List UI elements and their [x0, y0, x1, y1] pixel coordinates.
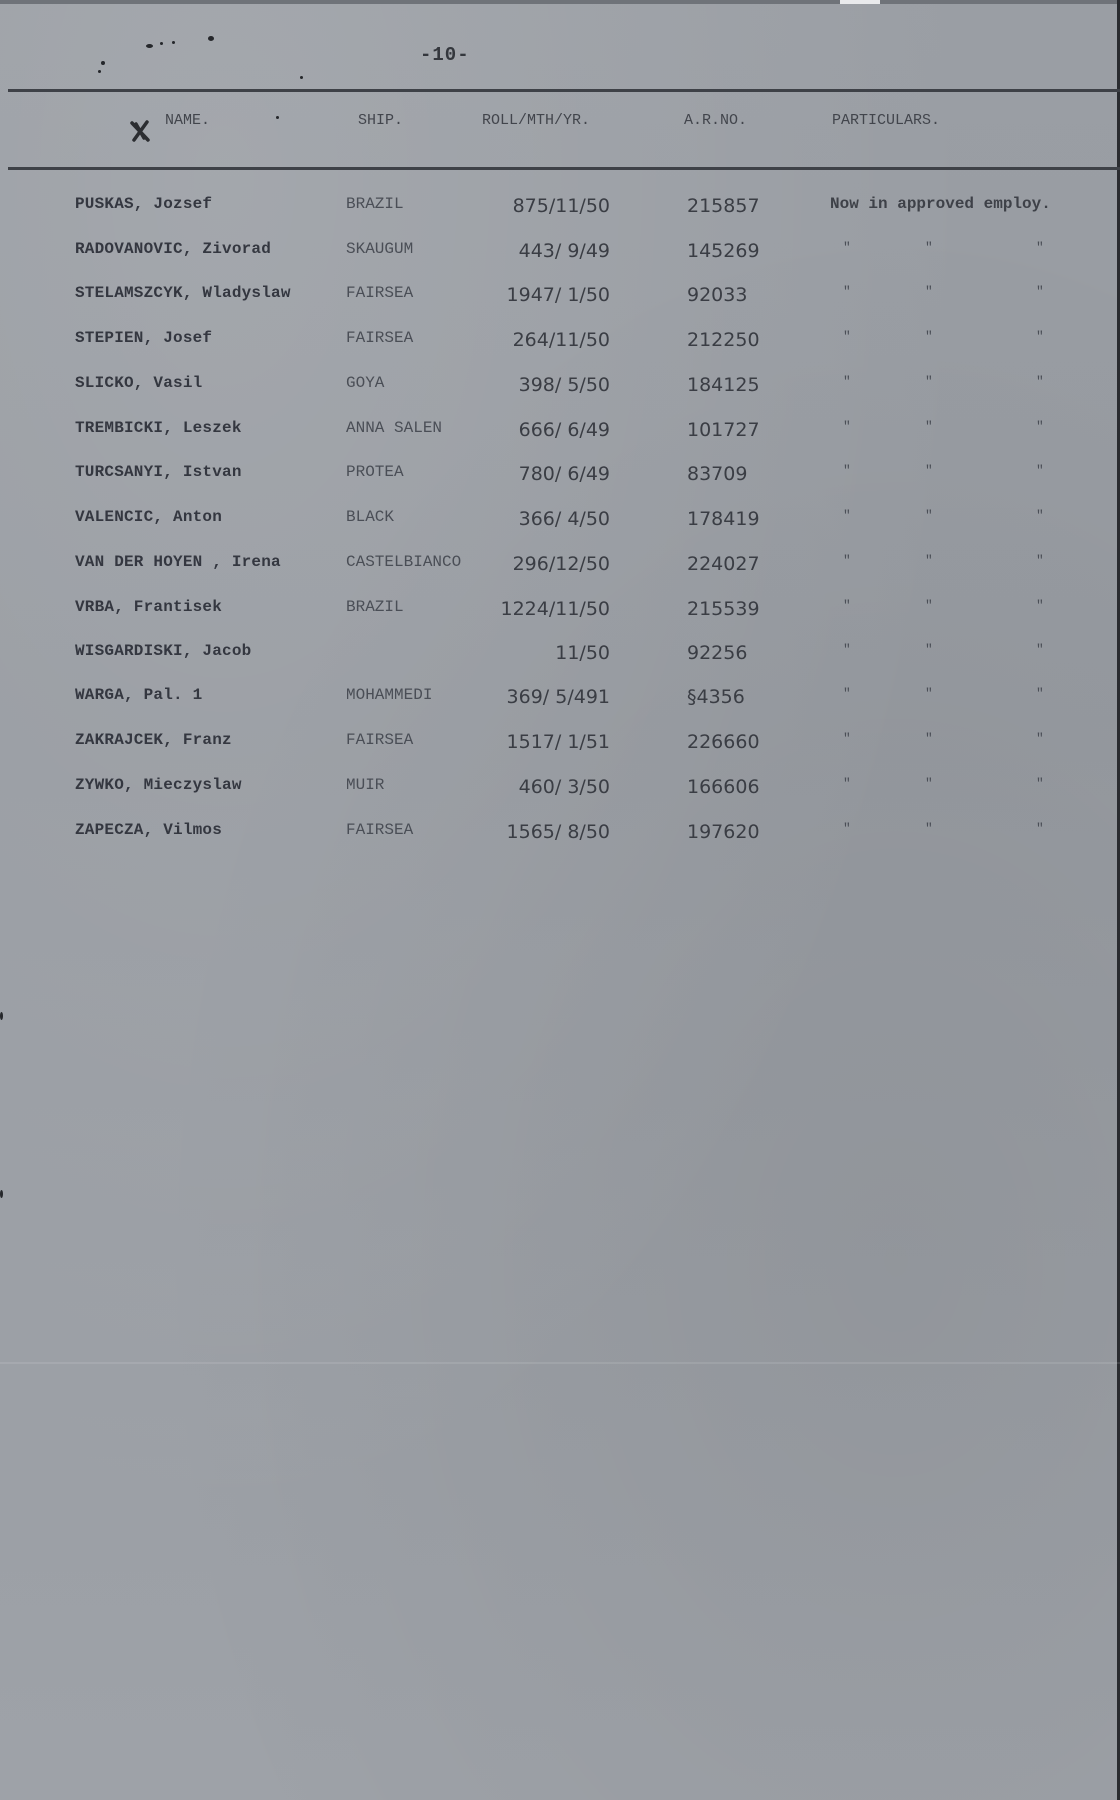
cell-particulars: Now in approved employ. — [830, 195, 1051, 213]
ditto-mark: " — [843, 463, 851, 478]
ditto-mark: " — [843, 374, 851, 389]
ditto-mark: " — [1036, 731, 1044, 746]
cell-name: TREMBICKI, Leszek — [75, 419, 242, 437]
ditto-mark: " — [843, 642, 851, 657]
ditto-mark: " — [843, 284, 851, 299]
cell-ship: ANNA SALEN — [346, 419, 443, 437]
cell-ar-no: 92256 — [687, 642, 748, 664]
ditto-mark: " — [925, 776, 933, 791]
ditto-mark: " — [843, 821, 851, 836]
table-row — [0, 463, 1120, 493]
ink-speck — [0, 1012, 3, 1020]
table-row — [0, 195, 1120, 225]
cell-name: ZYWKO, Mieczyslaw — [75, 776, 242, 794]
cell-roll: 11/50 — [555, 642, 610, 664]
ditto-mark: " — [843, 598, 851, 613]
ditto-mark: " — [925, 686, 933, 701]
ditto-mark: " — [843, 776, 851, 791]
cell-ship: MOHAMMEDI — [346, 686, 433, 704]
cell-ar-no: 226660 — [687, 731, 760, 753]
table-row — [0, 329, 1120, 359]
table-row — [0, 821, 1120, 851]
ditto-mark: " — [1036, 553, 1044, 568]
cell-roll: 1224/11/50 — [500, 598, 610, 620]
ditto-mark: " — [925, 553, 933, 568]
ditto-mark: " — [843, 508, 851, 523]
cell-ship: FAIRSEA — [346, 731, 414, 749]
cell-ar-no: 83709 — [687, 463, 748, 485]
cell-name: WARGA, Pal. 1 — [75, 686, 203, 704]
header-top-rule — [8, 89, 1120, 92]
cell-ship: FAIRSEA — [346, 821, 414, 839]
ink-speck — [300, 76, 303, 79]
scan-tab-edge — [840, 0, 880, 4]
cell-name: STELAMSZCYK, Wladyslaw — [75, 284, 291, 302]
cell-ar-no: 197620 — [687, 821, 760, 843]
ink-speck — [98, 70, 101, 73]
ink-speck — [101, 61, 105, 65]
ditto-mark: " — [925, 419, 933, 434]
ditto-mark: " — [925, 508, 933, 523]
ditto-mark: " — [925, 240, 933, 255]
cell-roll: 875/11/50 — [512, 195, 610, 217]
cell-name: PUSKAS, Jozsef — [75, 195, 213, 213]
ditto-mark: " — [1036, 284, 1044, 299]
table-row — [0, 374, 1120, 404]
cell-roll: 264/11/50 — [512, 329, 610, 351]
ink-speck — [208, 36, 214, 41]
ditto-mark: " — [925, 642, 933, 657]
cell-ship: BLACK — [346, 508, 395, 526]
cell-name: SLICKO, Vasil — [75, 374, 203, 392]
ditto-mark: " — [1036, 642, 1044, 657]
table-row — [0, 598, 1120, 628]
cell-roll: 1565/ 8/50 — [506, 821, 610, 843]
cell-ar-no: 212250 — [687, 329, 760, 351]
cell-name: WISGARDISKI, Jacob — [75, 642, 252, 660]
ditto-mark: " — [1036, 374, 1044, 389]
table-row — [0, 419, 1120, 449]
cell-ship: GOYA — [346, 374, 385, 392]
ditto-mark: " — [1036, 329, 1044, 344]
cell-ar-no: 215857 — [687, 195, 760, 217]
header-ship: SHIP. — [358, 112, 404, 129]
cell-roll: 460/ 3/50 — [518, 776, 610, 798]
ditto-mark: " — [1036, 508, 1044, 523]
cell-name: TURCSANYI, Istvan — [75, 463, 242, 481]
ditto-mark: " — [843, 240, 851, 255]
ditto-mark: " — [843, 419, 851, 434]
cell-ar-no: 184125 — [687, 374, 760, 396]
ditto-mark: " — [1036, 240, 1044, 255]
ditto-mark: " — [925, 731, 933, 746]
ditto-mark: " — [925, 329, 933, 344]
scan-top-edge — [0, 0, 1120, 4]
ditto-mark: " — [843, 686, 851, 701]
header-ar-no: A.R.NO. — [684, 112, 748, 129]
cell-name: VRBA, Frantisek — [75, 598, 223, 616]
ditto-mark: " — [843, 329, 851, 344]
cell-ship: FAIRSEA — [346, 329, 414, 347]
table-row — [0, 776, 1120, 806]
cell-roll: 398/ 5/50 — [518, 374, 610, 396]
table-row — [0, 508, 1120, 538]
ditto-mark: " — [925, 374, 933, 389]
ditto-mark: " — [1036, 419, 1044, 434]
ink-speck — [146, 44, 153, 48]
cell-name: VAN DER HOYEN , Irena — [75, 553, 281, 571]
cell-roll: 369/ 5/491 — [506, 686, 610, 708]
cell-ship: PROTEA — [346, 463, 404, 481]
cell-ship: CASTELBIANCO — [346, 553, 462, 571]
header-bottom-rule — [8, 167, 1120, 170]
table-header — [0, 112, 1120, 140]
cell-name: VALENCIC, Anton — [75, 508, 223, 526]
cell-ship: BRAZIL — [346, 195, 404, 213]
cell-ar-no: 145269 — [687, 240, 760, 262]
cell-name: ZAKRAJCEK, Franz — [75, 731, 232, 749]
header-name: NAME. — [165, 112, 211, 129]
cell-ship: BRAZIL — [346, 598, 404, 616]
ditto-mark: " — [925, 284, 933, 299]
cell-ship: SKAUGUM — [346, 240, 414, 258]
cell-roll: 780/ 6/49 — [518, 463, 610, 485]
ditto-mark: " — [1036, 821, 1044, 836]
header-roll: ROLL/MTH/YR. — [482, 112, 591, 129]
cell-roll: 443/ 9/49 — [518, 240, 610, 262]
ink-speck — [0, 1190, 3, 1198]
ditto-mark: " — [1036, 463, 1044, 478]
cell-ar-no: 92033 — [687, 284, 748, 306]
table-row — [0, 240, 1120, 270]
ditto-mark: " — [1036, 598, 1044, 613]
ink-speck — [160, 42, 163, 45]
ditto-mark: " — [925, 598, 933, 613]
cell-roll: 666/ 6/49 — [518, 419, 610, 441]
table-row — [0, 553, 1120, 583]
ditto-mark: " — [843, 553, 851, 568]
ditto-mark: " — [925, 821, 933, 836]
ditto-mark: " — [843, 731, 851, 746]
cell-ship: MUIR — [346, 776, 385, 794]
table-row — [0, 686, 1120, 716]
ditto-mark: " — [1036, 776, 1044, 791]
cell-ar-no: 215539 — [687, 598, 760, 620]
cell-roll: 1517/ 1/51 — [506, 731, 610, 753]
cell-ar-no: 101727 — [687, 419, 760, 441]
ditto-mark: " — [925, 463, 933, 478]
header-particulars: PARTICULARS. — [832, 112, 941, 129]
cell-roll: 366/ 4/50 — [518, 508, 610, 530]
page-number: -10- — [420, 44, 470, 66]
cell-ar-no: 166606 — [687, 776, 760, 798]
cell-name: STEPIEN, Josef — [75, 329, 213, 347]
table-row — [0, 642, 1120, 672]
ditto-mark: " — [1036, 686, 1044, 701]
cell-roll: 1947/ 1/50 — [506, 284, 610, 306]
cell-ship: FAIRSEA — [346, 284, 414, 302]
cell-roll: 296/12/50 — [512, 553, 610, 575]
cell-name: RADOVANOVIC, Zivorad — [75, 240, 272, 258]
cell-ar-no: 224027 — [687, 553, 760, 575]
cell-name: ZAPECZA, Vilmos — [75, 821, 223, 839]
cell-ar-no: §4356 — [687, 686, 745, 708]
cell-ar-no: 178419 — [687, 508, 760, 530]
table-row — [0, 731, 1120, 761]
paper-fold-line — [0, 1362, 1120, 1364]
ink-speck — [172, 41, 175, 44]
table-row — [0, 284, 1120, 314]
